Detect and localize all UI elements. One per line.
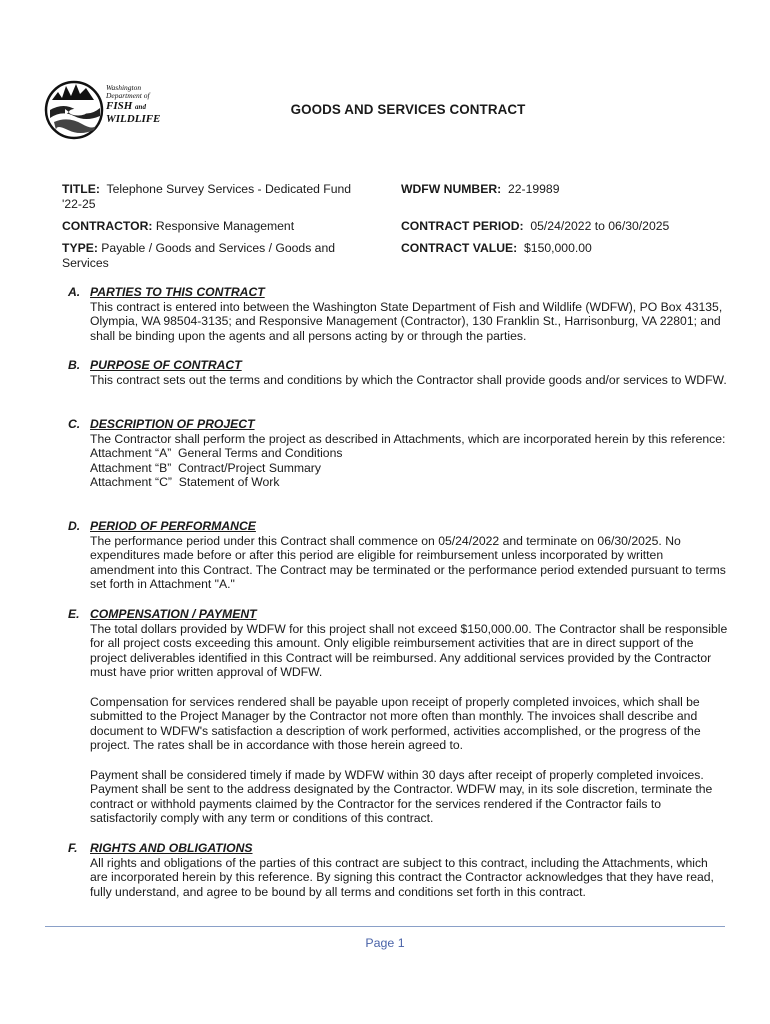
section-title: PARTIES TO THIS CONTRACT bbox=[90, 285, 265, 299]
section-parties bbox=[68, 285, 728, 343]
logo-line-fish: FISH bbox=[106, 100, 133, 112]
meta-contract-value-label: CONTRACT VALUE: bbox=[401, 241, 518, 255]
section-period bbox=[68, 519, 728, 592]
meta-contract-period-label: CONTRACT PERIOD: bbox=[401, 219, 524, 233]
section-letter: F. bbox=[68, 841, 78, 855]
section-title: PERIOD OF PERFORMANCE bbox=[90, 519, 256, 533]
section-compensation bbox=[68, 607, 728, 826]
section-body: The performance period under this Contract shall commence on 05/24/2022 and terminate on 06/30/2025. No expenditures made before or after this period are eligible for reimbursement unless incorporated by written amendment into this Contract. The Contract may be terminated or the performance period extended pursuant to terms set forth in Attachment "A." bbox=[90, 533, 726, 592]
meta-wdfw-number-value: 22-19989 bbox=[507, 182, 560, 196]
logo-line-department: Department of bbox=[106, 91, 150, 100]
section-paragraph: Payment shall be considered timely if made by WDFW within 30 days after receipt of properly completed invoices. Payment shall be sent to the address designated by the Contractor. WDFW may, in its sole discretion, terminate the contract or withhold payments claimed by the Contractor for the services rendered if the Contractor fails to satisfactorily comply with any term or conditions of this contract. bbox=[90, 767, 713, 826]
section-body: This contract sets out the terms and conditions by which the Contractor shall provide goods and/or services to WDFW. bbox=[90, 372, 727, 387]
meta-contractor-label: CONTRACTOR: bbox=[62, 219, 153, 233]
section-body: This contract is entered into between the Washington State Department of Fish and Wildlife (WDFW), PO Box 43135, Olympia, WA 98504-3135; and Responsive Management (Contractor), 130 Franklin St., Harrisonburg, VA 22801; and shall be binding upon the agents and all persons acting by or through the parties. bbox=[90, 299, 723, 343]
section-title: DESCRIPTION OF PROJECT bbox=[90, 417, 255, 431]
section-purpose bbox=[68, 358, 728, 387]
section-letter: C. bbox=[68, 417, 81, 431]
meta-type-label: TYPE: bbox=[62, 241, 98, 255]
logo-line-and: and bbox=[135, 103, 146, 111]
page-number: Page 1 bbox=[365, 936, 405, 950]
meta-title bbox=[62, 182, 374, 211]
meta-contract-period bbox=[401, 219, 731, 234]
attachment-a: Attachment “A” General Terms and Conditions bbox=[90, 446, 343, 461]
meta-wdfw-number-label: WDFW NUMBER: bbox=[401, 182, 502, 196]
meta-contract-value bbox=[401, 241, 731, 256]
meta-contractor bbox=[62, 219, 374, 234]
meta-type bbox=[62, 241, 362, 270]
section-body: All rights and obligations of the parties of this contract are subject to this contract, including the Attachments, which are incorporated herein by this reference. By signing this contract the Contractor acknowledges that they have read, fully understand, and agree to be bound by all terms and conditions set forth in this contract. bbox=[90, 855, 714, 899]
logo-line-washington: Washington bbox=[106, 83, 142, 92]
section-paragraph: The total dollars provided by WDFW for this project shall not exceed $150,000.00. The Contractor shall be responsible for all project costs exceeding this amount. Only eligible reimbursement activities that are in direct support of the project deliverables identified in this Contract will be reimbursed. Any additional services provided by the Contractor must have prior written approval of WDFW. bbox=[90, 621, 728, 680]
section-letter: D. bbox=[68, 519, 81, 533]
attachment-c: Attachment “C” Statement of Work bbox=[90, 475, 280, 490]
meta-wdfw-number bbox=[401, 182, 731, 197]
meta-type-value: Payable / Goods and Services / Goods and Services bbox=[62, 241, 336, 270]
section-title: PURPOSE OF CONTRACT bbox=[90, 358, 242, 372]
section-letter: B. bbox=[68, 358, 81, 372]
section-title: COMPENSATION / PAYMENT bbox=[90, 607, 257, 621]
logo-line-wildlife: WILDLIFE bbox=[106, 113, 161, 125]
section-rights bbox=[68, 841, 728, 899]
section-title: RIGHTS AND OBLIGATIONS bbox=[90, 841, 253, 855]
meta-contract-period-value: 05/24/2022 to 06/30/2025 bbox=[530, 219, 670, 233]
section-paragraph: Compensation for services rendered shall be payable upon receipt of properly completed invoices, which shall be submitted to the Project Manager by the Contractor not more often than monthly. The invoices shall describe and document to WDFW's satisfaction a description of work performed, activities accomplished, or the progress of the project. The rates shall be in accordance with those herein agreed to. bbox=[90, 694, 701, 753]
section-letter: A. bbox=[68, 285, 81, 299]
meta-title-label: TITLE: bbox=[62, 182, 100, 196]
meta-title-value: Telephone Survey Services - Dedicated Fund '22-25 bbox=[62, 182, 352, 211]
attachment-b: Attachment “B” Contract/Project Summary bbox=[90, 460, 321, 475]
footer-divider bbox=[45, 926, 725, 927]
meta-contractor-value: Responsive Management bbox=[155, 219, 295, 233]
document-title: GOODS AND SERVICES CONTRACT bbox=[290, 102, 526, 117]
section-letter: E. bbox=[68, 607, 80, 621]
section-description bbox=[68, 417, 728, 490]
section-body: The Contractor shall perform the project as described in Attachments, which are incorporated herein by this reference: bbox=[90, 431, 726, 446]
meta-contract-value-value: $150,000.00 bbox=[524, 241, 592, 255]
